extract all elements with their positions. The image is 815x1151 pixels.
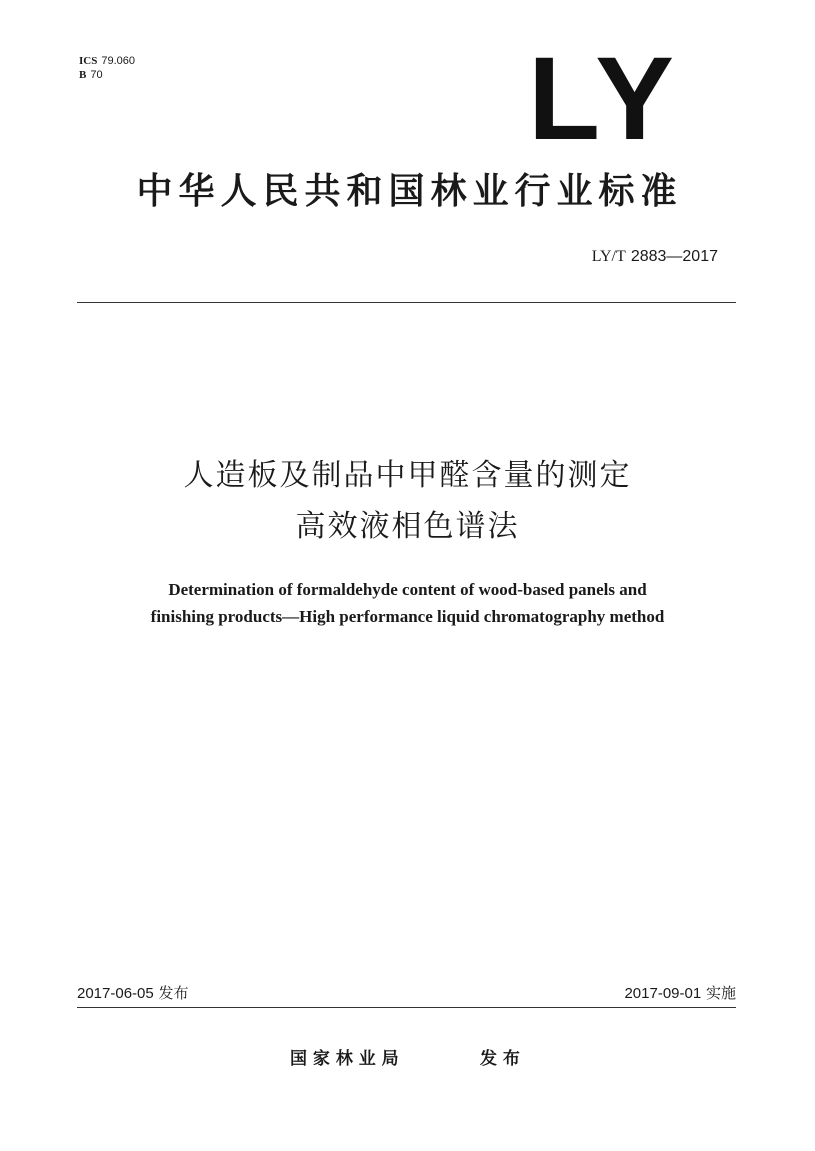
standard-number-prefix: LY/T [591,248,626,265]
implementation-date-value: 2017-09-01 [624,985,702,1002]
classification-block [79,54,135,82]
ly-logo: LY [528,33,680,165]
document-title-cn-line2: 高效液相色谱法 [295,509,520,544]
standard-number-value: 2883—2017 [630,248,718,265]
document-title-en-line2: finishing products—High performance liquid chromatography method [150,607,665,626]
issue-date-label: 发布 [158,984,189,1002]
issue-date [77,983,189,1004]
issuing-action: 发 布 [480,1049,520,1069]
issue-date-value: 2017-06-05 [77,985,154,1002]
document-title-cn-line1: 人造板及制品中甲醛含量的测定 [183,458,632,493]
bottom-divider [77,1007,736,1008]
ics-code [79,54,135,68]
implementation-date-label: 实施 [705,984,736,1002]
ccs-value: 70 [90,69,103,81]
standard-number [592,246,718,267]
ics-label: ICS [79,55,98,67]
implementation-date [624,983,736,1004]
ccs-code [79,68,135,82]
ics-value: 79.060 [101,55,135,67]
standard-title: 中华人民共和国林业行业标准 [136,171,683,212]
ccs-label: B [79,69,87,81]
top-divider [77,302,736,303]
document-title-en-line1: Determination of formaldehyde content of wood-based panels and [168,580,647,599]
issuing-authority: 国 家 林 业 局 [290,1049,399,1069]
